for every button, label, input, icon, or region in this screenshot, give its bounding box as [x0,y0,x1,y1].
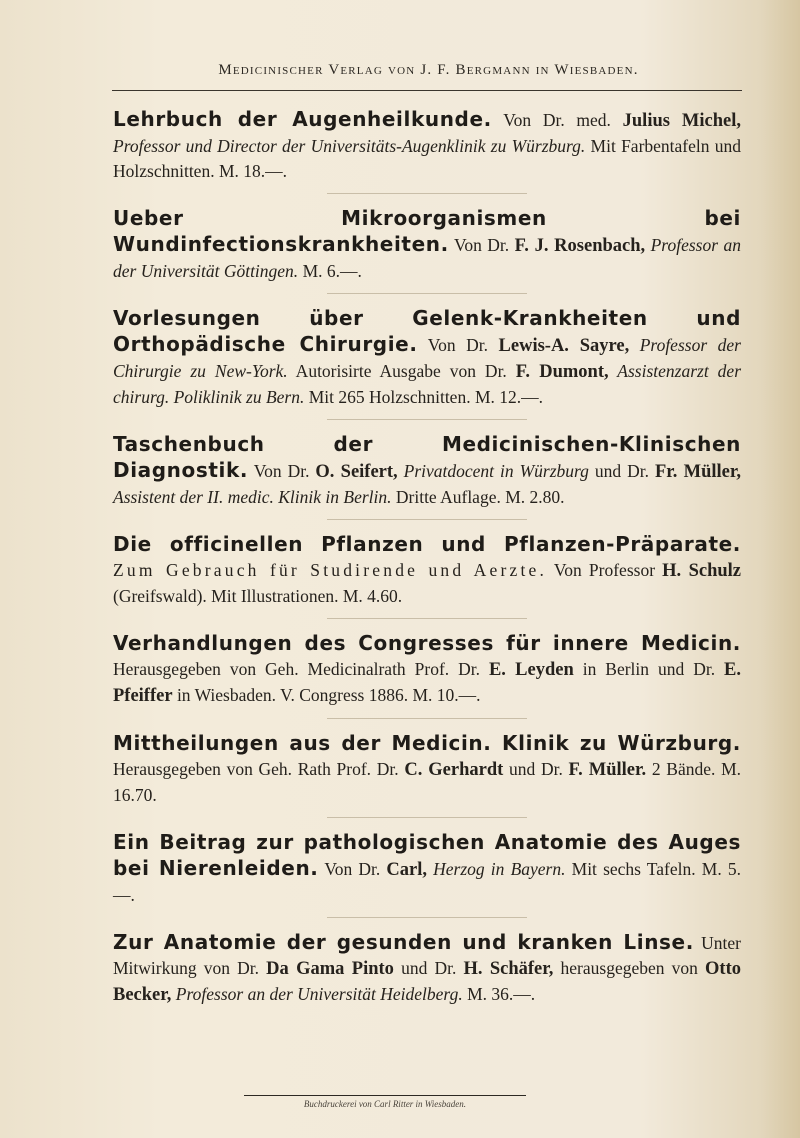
book-entry-beitrag-auges [113,830,741,908]
author-position: Professor und Director der Universitäts-Augenklinik zu Würzburg. [113,136,586,156]
author-name: H. Schäfer, [463,959,554,979]
author-name: Carl, [386,860,427,880]
author-name: C. Gerhardt [404,760,504,780]
author-position: Assistenzarzt der chirurg. Poliklinik zu Bern. [113,361,742,407]
author-position: Herzog in Bayern. [426,859,566,879]
author-position: Professor an der Universität Heidelberg. [171,984,463,1004]
book-title: Verhandlungen des Congresses für innere Medicin. [113,631,741,655]
entry-text: Von Dr. [448,235,515,255]
entry-text: Autorisirte Ausgabe von Dr. [287,361,516,381]
entry-text: (Greifswald). Mit Illustrationen. M. 4.60. [113,586,403,606]
author-name: F. J. Rosenbach, [514,236,646,256]
separator-rule [327,718,527,719]
separator-rule [327,618,527,619]
entry-text: Von Dr. [248,461,316,481]
separator-rule [327,519,527,520]
footer-rule [244,1095,526,1096]
separator-rule [327,817,527,818]
header-rule [112,90,742,91]
separator-rule [327,917,527,918]
entry-text: Unter Mitwirkung von Dr. [113,933,741,978]
author-name: F. Müller. [568,760,647,780]
entry-text: M. 6.—. [298,261,362,281]
book-entry-gelenk-krankheiten [113,306,741,410]
book-entry-verhandlungen [113,631,741,709]
separator-rule [327,193,527,194]
entry-text: Mit sechs Tafeln. M. 5.—. [113,859,741,905]
book-title: Ueber Mikroorganismen bei Wundinfectionskrankheiten. [113,206,741,256]
entry-text: Von Professor [547,560,663,580]
spaced-subtitle: Zum Gebrauch für Studirende und Aerzte. [113,560,548,580]
author-name: E. Leyden [488,660,574,680]
author-name: F. Dumont, [515,362,609,382]
author-name: Lewis-A. Sayre, [498,336,630,356]
separator-rule [327,293,527,294]
entry-text: in Wiesbaden. V. Congress 1886. M. 10.—. [172,685,481,705]
book-entry-taschenbuch [113,432,741,510]
book-list [113,107,741,1008]
entry-text: 2 Bände. M. 16.70. [113,759,742,805]
entry-text: Von Dr. med. [491,110,623,130]
author-name: Otto Becker, [113,959,741,1005]
author-position: Professor an der Universität Göttingen. [113,235,741,281]
entry-text: M. 36.—. [462,984,536,1004]
book-entry-linse [113,930,741,1008]
book-title: Vorlesungen über Gelenk-Krankheiten und Orthopädische Chirurgie. [113,306,741,356]
entry-text: Mit 265 Holzschnitten. M. 12.—. [304,387,544,407]
book-title: Taschenbuch der Medicinischen-Klinischen Diagnostik. [113,432,741,482]
entry-text: Mit Farbentafeln und Holzschnitten. M. 18.—. [113,136,742,181]
author-position: Privatdocent in Würzburg [397,461,589,481]
author-name: Da Gama Pinto [266,959,394,979]
book-entry-augenheilkunde [113,107,741,184]
book-title: Mittheilungen aus der Medicin. Klinik zu Würzburg. [113,731,741,755]
book-title: Die officinellen Pflanzen und Pflanzen-Präparate. [113,532,741,556]
author-name: Julius Michel, [622,111,741,131]
book-entry-pflanzen [113,532,741,609]
printer-imprint: Buchdruckerei von Carl Ritter in Wiesbaden. [303,1099,467,1109]
entry-text: herausgegeben von [553,958,706,978]
author-name: H. Schulz [662,561,742,581]
author-position: Assistent der II. medic. Klinik in Berlin. [113,487,392,507]
publisher-header: Medicinischer Verlag von J. F. Bergmann in Wiesbaden. [218,62,639,78]
author-name: E. Pfeiffer [113,660,742,706]
book-title: Lehrbuch der Augenheilkunde. [113,107,492,131]
separator-rule [327,419,527,420]
entry-text: Von Dr. [318,859,387,879]
book-entry-mikroorganismen [113,206,741,284]
author-name: Fr. Müller, [654,462,742,482]
book-title: Zur Anatomie der gesunden und kranken Linse. [113,930,694,954]
entry-text: Dritte Auflage. M. 2.80. [391,487,565,507]
entry-text: und Dr. [393,958,464,978]
entry-text: Von Dr. [417,335,499,355]
entry-text: und Dr. [588,461,655,481]
entry-text: Herausgegeben von Geh. Rath Prof. Dr. [113,759,405,779]
entry-text: Herausgegeben von Geh. Medicinalrath Prof. Dr. [113,659,489,679]
author-position: Professor der Chirurgie zu New-York. [113,335,741,381]
entry-text: und Dr. [503,759,569,779]
entry-text: in Berlin und Dr. [573,659,725,679]
book-title: Ein Beitrag zur pathologischen Anatomie des Auges bei Nierenleiden. [113,830,741,880]
author-name: O. Seifert, [315,462,398,482]
book-entry-mittheilungen [113,731,741,808]
